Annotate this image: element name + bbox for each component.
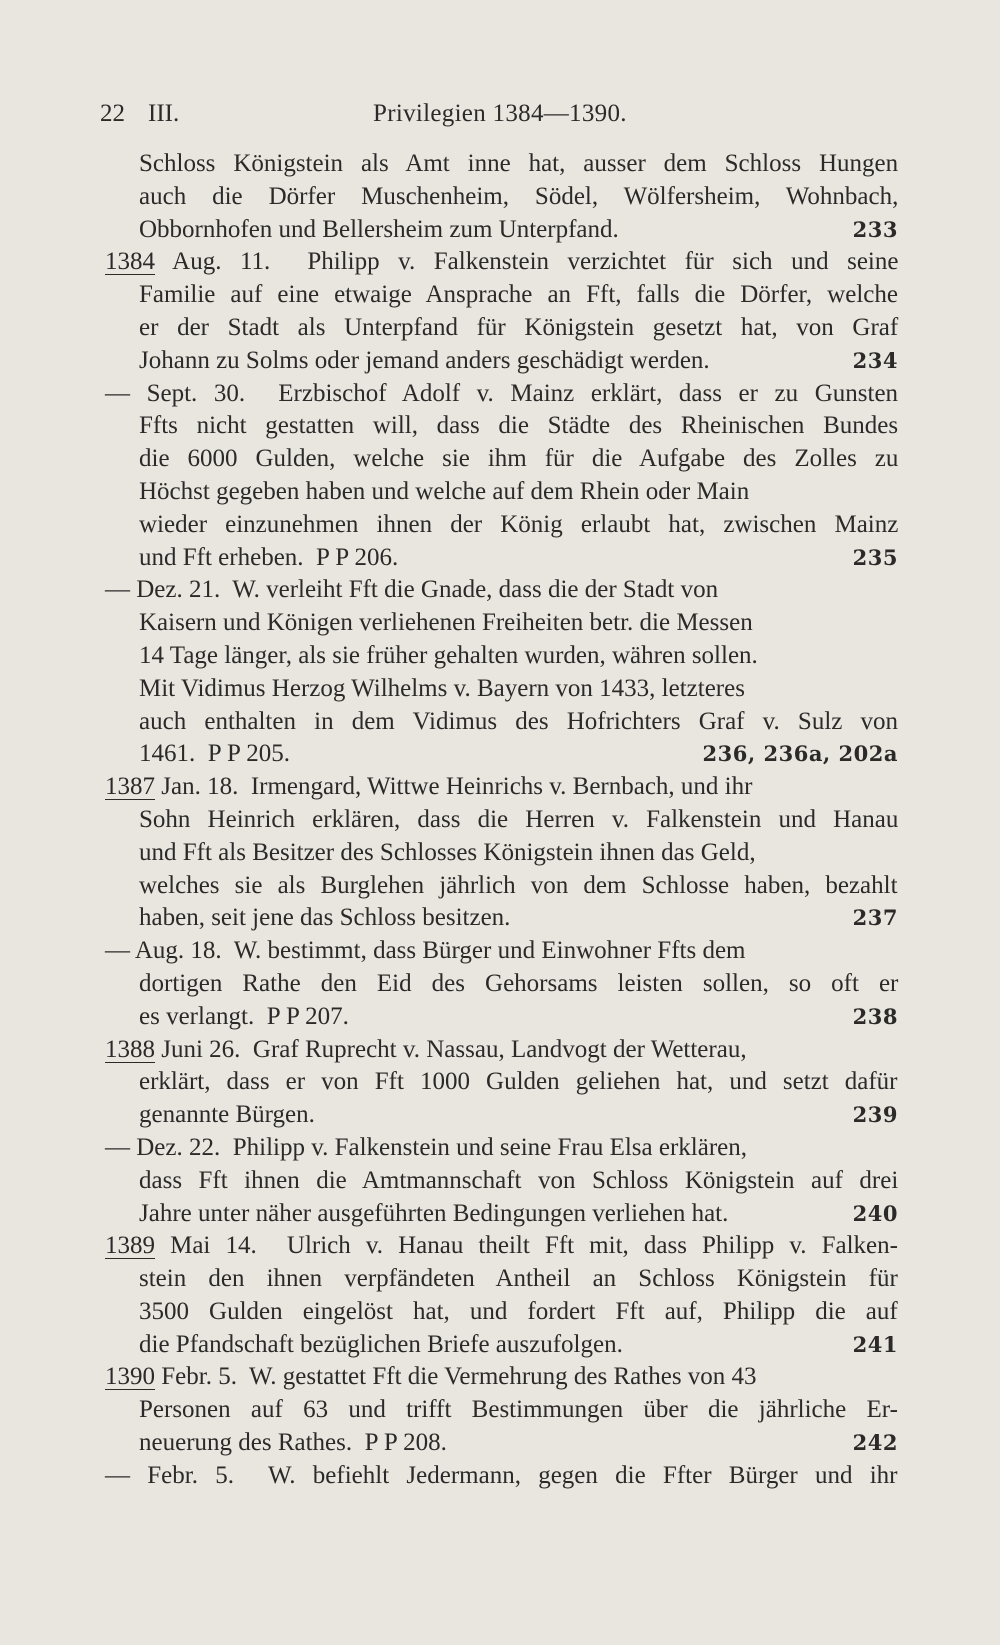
text-line — [0, 1296, 1000, 1329]
line-text: — Aug. 18. W. bestimmt, dass Bürger und Einwohner Ffts dem — [105, 937, 746, 965]
line-text: — Dez. 22. Philipp v. Falkenstein und seine Frau Elsa erklären, — [105, 1133, 747, 1161]
line-text: wieder einzunehmen ihnen der König erlaubt hat, zwischen Mainz — [139, 510, 899, 538]
page-number: 22 — [100, 100, 125, 127]
line-text: 1387 Jan. 18. Irmengard, Wittwe Heinrichs v. Bernbach, und ihr — [105, 773, 753, 801]
line-text: Schloss Königstein als Amt inne hat, ausser dem Schloss Hungen — [139, 150, 899, 177]
text-line — [0, 443, 1000, 476]
line-text: — Sept. 30. Erzbischof Adolf v. Mainz erklärt, dass er zu Gunsten — [105, 379, 899, 407]
line-text: die Pfandschaft bezüglichen Briefe auszufolgen. — [139, 1330, 623, 1358]
entry-number: 237 — [852, 905, 898, 931]
text-line — [0, 279, 1000, 312]
line-text: Personen auf 63 und trifft Bestimmungen über die jährliche Er- — [139, 1396, 898, 1424]
year-marker: 1390 — [105, 1363, 155, 1391]
text-line — [0, 214, 1000, 247]
text-line — [0, 935, 1000, 968]
line-text: 1384 Aug. 11. Philipp v. Falkenstein verzichtet für sich und seine — [105, 248, 899, 276]
line-text: er der Stadt als Unterpfand für Königstein gesetzt hat, von Graf — [139, 313, 899, 341]
text-line — [0, 673, 1000, 706]
line-text: auch die Dörfer Muschenheim, Södel, Wölfersheim, Wohnbach, — [139, 182, 899, 210]
year-marker: 1387 — [105, 773, 155, 801]
text-line — [0, 804, 1000, 837]
text-line — [0, 1460, 1000, 1493]
line-text: erklärt, dass er von Fft 1000 Gulden geliehen hat, und setzt dafür — [139, 1068, 898, 1096]
line-text: 1390 Febr. 5. W. gestattet Fft die Vermehrung des Rathes von 43 — [105, 1363, 757, 1391]
text-line — [0, 1066, 1000, 1099]
year-marker: 1384 — [105, 248, 155, 276]
line-text: und Fft erheben. P P 206. — [139, 543, 399, 571]
text-line — [0, 968, 1000, 1001]
entry-number: 239 — [852, 1102, 898, 1128]
entry-number: 235 — [852, 544, 898, 570]
text-line — [0, 1132, 1000, 1165]
text-line — [0, 1230, 1000, 1263]
text-line — [0, 1361, 1000, 1394]
line-text: die 6000 Gulden, welche sie ihm für die Aufgabe des Zolles zu — [139, 445, 899, 473]
line-text: 14 Tage länger, als sie früher gehalten wurden, währen sollen. — [139, 641, 758, 669]
line-text: Jahre unter näher ausgeführten Bedingungen verliehen hat. — [139, 1199, 729, 1227]
text-line — [0, 771, 1000, 804]
chapter-number: III. — [148, 100, 180, 127]
line-text: auch enthalten in dem Vidimus des Hofrichters Graf v. Sulz von — [139, 707, 899, 735]
text-line — [0, 378, 1000, 411]
running-title: Privilegien 1384—1390. — [373, 100, 627, 127]
text-line — [0, 345, 1000, 378]
text-line — [0, 181, 1000, 214]
text-line — [0, 1198, 1000, 1231]
line-text: Mit Vidimus Herzog Wilhelms v. Bayern von 1433, letzteres — [139, 674, 745, 702]
line-text: 1461. P P 205. — [139, 740, 290, 768]
line-text: 1388 Juni 26. Graf Ruprecht v. Nassau, Landvogt der Wetterau, — [105, 1035, 747, 1063]
line-text: welches sie als Burglehen jährlich von dem Schlosse haben, bezahlt — [139, 871, 898, 899]
line-text: dortigen Rathe den Eid des Gehorsams leisten sollen, so oft er — [139, 969, 899, 997]
entry-number: 240 — [852, 1200, 898, 1226]
line-text: — Febr. 5. W. befiehlt Jedermann, gegen die Ffter Bürger und ihr — [105, 1461, 898, 1489]
text-line — [0, 1099, 1000, 1132]
text-line — [0, 410, 1000, 443]
text-line — [0, 607, 1000, 640]
text-line — [0, 706, 1000, 739]
line-text: Sohn Heinrich erklären, dass die Herren v. Falkenstein und Hanau — [139, 805, 899, 833]
text-line — [0, 1394, 1000, 1427]
line-text: Ffts nicht gestatten will, dass die Städte des Rheinischen Bundes — [139, 412, 899, 440]
entry-number: 242 — [852, 1430, 898, 1456]
text-line — [0, 1427, 1000, 1460]
text-line — [0, 1034, 1000, 1067]
line-text: Familie auf eine etwaige Ansprache an Fft, falls die Dörfer, welche — [139, 281, 898, 309]
text-line — [0, 476, 1000, 509]
text-line — [0, 870, 1000, 903]
text-line — [0, 837, 1000, 870]
line-text: stein den ihnen verpfändeten Antheil an Schloss Königstein für — [139, 1265, 898, 1293]
text-line — [0, 246, 1000, 279]
text-line — [0, 574, 1000, 607]
line-text: und Fft als Besitzer des Schlosses Königstein ihnen das Geld, — [139, 838, 756, 866]
text-line — [0, 1329, 1000, 1362]
entry-number: 234 — [852, 347, 898, 373]
entry-number: 233 — [852, 216, 898, 242]
running-header — [100, 100, 900, 136]
line-text: Höchst gegeben haben und welche auf dem Rhein oder Main — [139, 477, 750, 505]
line-text: 1389 Mai 14. Ulrich v. Hanau theilt Fft mit, dass Philipp v. Falken- — [105, 1232, 898, 1260]
text-line — [0, 312, 1000, 345]
line-text: Obbornhofen und Bellersheim zum Unterpfand. — [139, 215, 619, 243]
text-line — [0, 1001, 1000, 1034]
line-text: 3500 Gulden eingelöst hat, und fordert Fft auf, Philipp die auf — [139, 1297, 898, 1325]
line-text: es verlangt. P P 207. — [139, 1002, 349, 1030]
line-text: genannte Bürgen. — [139, 1101, 315, 1129]
year-marker: 1389 — [105, 1232, 155, 1260]
line-text: Kaisern und Königen verliehenen Freiheiten betr. die Messen — [139, 609, 753, 637]
text-line — [0, 148, 1000, 181]
line-text: — Dez. 21. W. verleiht Fft die Gnade, dass die der Stadt von — [105, 576, 719, 604]
line-text: neuerung des Rathes. P P 208. — [139, 1429, 447, 1457]
entry-number: 241 — [852, 1331, 898, 1357]
text-line — [0, 1165, 1000, 1198]
entry-number: 238 — [852, 1003, 898, 1029]
entry-number: 236, 236a, 202a — [702, 741, 898, 767]
text-line — [0, 509, 1000, 542]
line-text: dass Fft ihnen die Amtmannschaft von Schloss Königstein auf drei — [139, 1166, 899, 1194]
text-line — [0, 542, 1000, 575]
text-line — [0, 640, 1000, 673]
body-text — [0, 148, 1000, 1493]
text-line — [0, 902, 1000, 935]
text-line — [0, 1263, 1000, 1296]
text-line — [0, 738, 1000, 771]
year-marker: 1388 — [105, 1035, 155, 1063]
line-text: haben, seit jene das Schloss besitzen. — [139, 904, 511, 932]
line-text: Johann zu Solms oder jemand anders geschädigt werden. — [139, 346, 710, 374]
